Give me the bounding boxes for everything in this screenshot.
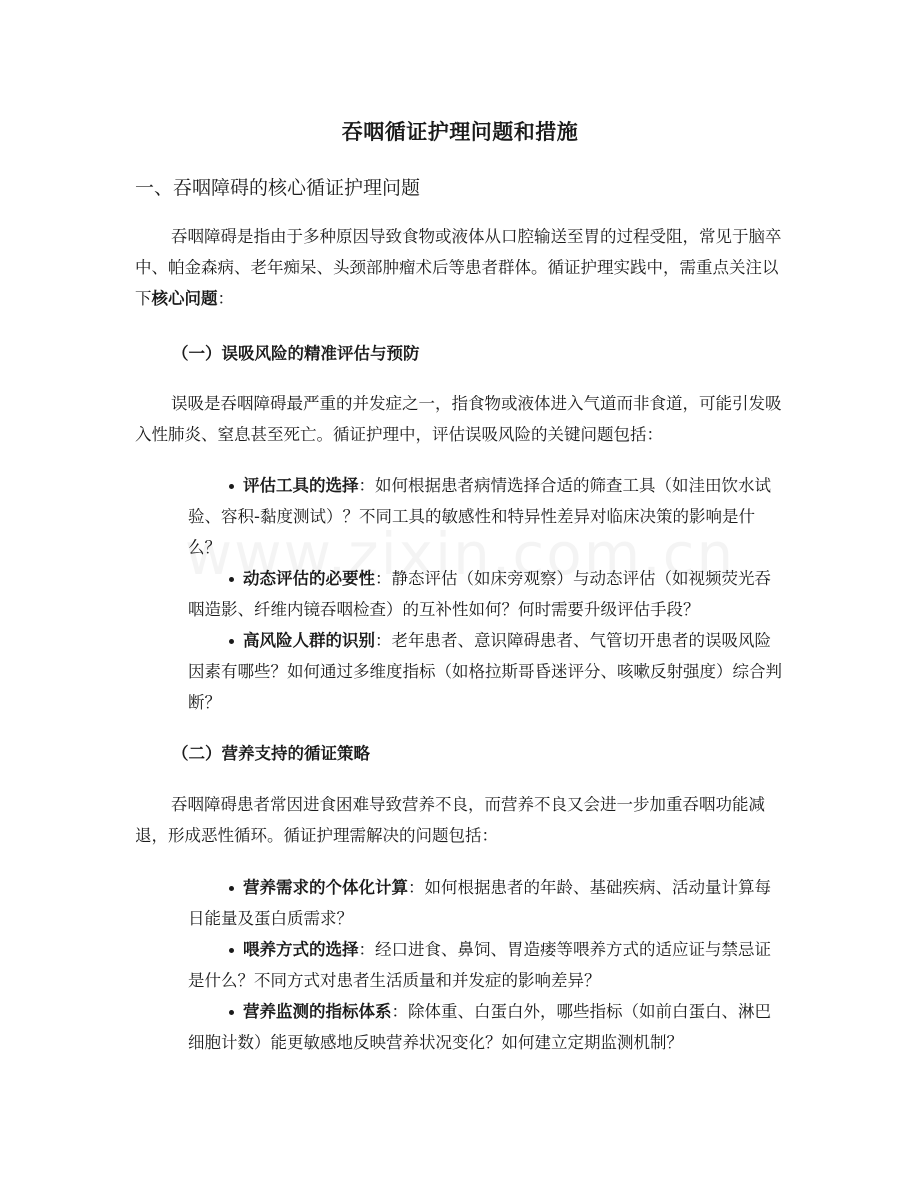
list-item xyxy=(188,563,787,625)
bullet-text: ：经口进食、鼻饲、胃造瘘等喂养方式的适应证与禁忌证是什么？不同方式对患者生活质量和并发症的影响差异？ xyxy=(188,940,771,990)
document-title: 吞咽循证护理问题和措施 xyxy=(341,120,579,144)
intro-end: ： xyxy=(217,289,234,308)
bullet-icon xyxy=(229,948,234,953)
bullet-text: ：老年患者、意识障碍患者、气管切开患者的误吸风险因素有哪些？如何通过多维度指标（如格拉斯哥昏迷评分、咳嗽反射强度）综合判断？ xyxy=(188,631,782,712)
bullet-icon xyxy=(229,886,234,891)
bullet-text: ：静态评估（如床旁观察）与动态评估（如视频荧光吞咽造影、纤维内镜吞咽检查）的互补性如何？何时需要升级评估手段？ xyxy=(188,569,771,619)
bullet-term: 营养监测的指标体系 xyxy=(243,1002,392,1021)
intro-bold-term: 核心问题 xyxy=(151,289,218,308)
bullet-term: 动态评估的必要性 xyxy=(243,569,375,588)
list-item xyxy=(188,996,787,1058)
bullet-icon xyxy=(229,1010,234,1015)
bullet-term: 高风险人群的识别 xyxy=(243,631,375,650)
list-item xyxy=(188,872,787,934)
sub1-bullet-list xyxy=(188,470,787,718)
sub2-bullet-list xyxy=(188,872,787,1058)
bullet-text: ：如何根据患者的年龄、基础疾病、活动量计算每日能量及蛋白质需求？ xyxy=(188,878,771,928)
sub2-intro-paragraph: 吞咽障碍患者常因进食困难导致营养不良，而营养不良又会进一步加重吞咽功能减退，形成恶性循环。循证护理需解决的问题包括： xyxy=(135,795,765,845)
list-item xyxy=(188,625,787,718)
list-item xyxy=(188,934,787,996)
bullet-term: 营养需求的个体化计算 xyxy=(243,878,408,897)
bullet-text: ：除体重、白蛋白外，哪些指标（如前白蛋白、淋巴细胞计数）能更敏感地反映营养状况变化？如何建立定期监测机制？ xyxy=(188,1002,771,1052)
sub-heading-2: （二）营养支持的循证策略 xyxy=(172,744,370,763)
sub1-intro-paragraph: 误吸是吞咽障碍最严重的并发症之一，指食物或液体进入气道而非食道，可能引发吸入性肺炎、窒息甚至死亡。循证护理中，评估误吸风险的关键问题包括： xyxy=(135,394,782,444)
section1-intro-paragraph xyxy=(135,221,787,314)
list-item xyxy=(188,470,787,563)
bullet-term: 评估工具的选择 xyxy=(243,476,359,495)
bullet-icon xyxy=(229,577,234,582)
section-heading-1: 一、吞咽障碍的核心循证护理问题 xyxy=(135,177,421,199)
intro-text: 吞咽障碍是指由于多种原因导致食物或液体从口腔输送至胃的过程受阻，常见于脑卒中、帕金森病、老年痴呆、头颈部肿瘤术后等患者群体。循证护理实践中，需重点关注以下 xyxy=(135,227,782,308)
sub-heading-1: （一）误吸风险的精准评估与预防 xyxy=(172,344,420,363)
bullet-icon xyxy=(229,484,234,489)
bullet-term: 喂养方式的选择 xyxy=(243,940,359,959)
bullet-text: ：如何根据患者病情选择合适的筛查工具（如洼田饮水试验、容积-黏度测试）？不同工具的敏感性和特异性差异对临床决策的影响是什么？ xyxy=(188,476,771,557)
bullet-icon xyxy=(229,639,234,644)
